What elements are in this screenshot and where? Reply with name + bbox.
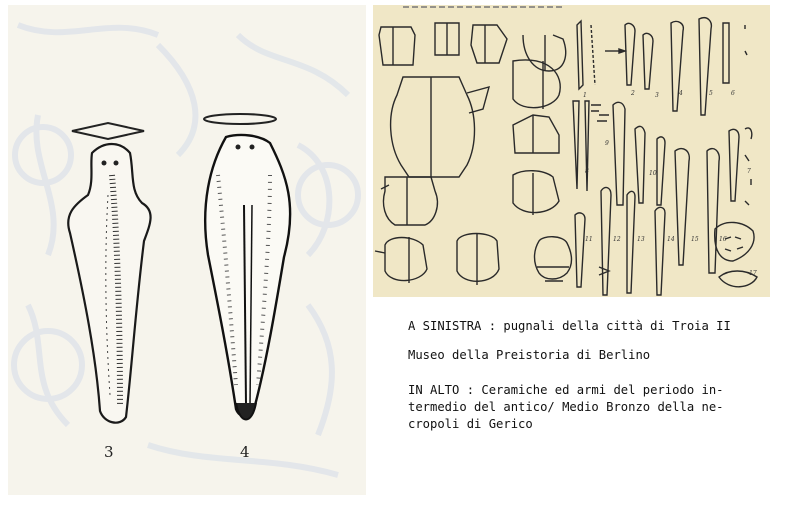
right-ceramics-weapons-plate bbox=[373, 5, 770, 297]
weapon-number-11: 11 bbox=[585, 236, 593, 243]
dagger-drawings bbox=[8, 5, 366, 495]
dagger-3 bbox=[68, 123, 150, 461]
background-faint-engraving bbox=[14, 25, 358, 475]
weapon-number-5: 5 bbox=[709, 90, 713, 97]
weapon-number-4: 4 bbox=[679, 90, 683, 97]
caption-block bbox=[408, 318, 793, 433]
figure-number-3: 3 bbox=[104, 443, 114, 461]
dagger-4 bbox=[204, 114, 290, 461]
bronze-weapons bbox=[573, 18, 757, 295]
weapon-number-14: 14 bbox=[667, 236, 675, 243]
caption-left-line-1: A SINISTRA : pugnali della città di Troia II bbox=[408, 319, 731, 333]
left-dagger-plate bbox=[8, 5, 366, 495]
weapon-number-8: 8 bbox=[585, 168, 589, 175]
weapon-number-16: 16 bbox=[719, 236, 727, 243]
weapon-number-15: 15 bbox=[691, 236, 699, 243]
caption-left-line-2: Museo della Preistoria di Berlino bbox=[408, 348, 651, 362]
weapon-number-13: 13 bbox=[637, 236, 645, 243]
caption-top-line-2: termedio del antico/ Medio Bronzo della ne- bbox=[408, 400, 724, 414]
weapon-number-7: 7 bbox=[747, 168, 751, 175]
weapon-number-12: 12 bbox=[613, 236, 621, 243]
weapon-number-1: 1 bbox=[583, 92, 587, 99]
weapon-number-10: 10 bbox=[649, 170, 657, 177]
weapon-number-6: 6 bbox=[731, 90, 735, 97]
weapon-number-3: 3 bbox=[655, 92, 659, 99]
weapon-number-17: 17 bbox=[749, 270, 757, 277]
caption-top-line-3: cropoli di Gerico bbox=[408, 417, 533, 431]
ceramics-and-weapons-drawings bbox=[373, 5, 770, 297]
caption-top-line-1: IN ALTO : Ceramiche ed armi del periodo in- bbox=[408, 383, 724, 397]
weapon-number-2: 2 bbox=[631, 90, 635, 97]
weapon-number-9: 9 bbox=[605, 140, 609, 147]
figure-number-4: 4 bbox=[240, 443, 250, 461]
ceramic-vessels bbox=[375, 23, 572, 285]
